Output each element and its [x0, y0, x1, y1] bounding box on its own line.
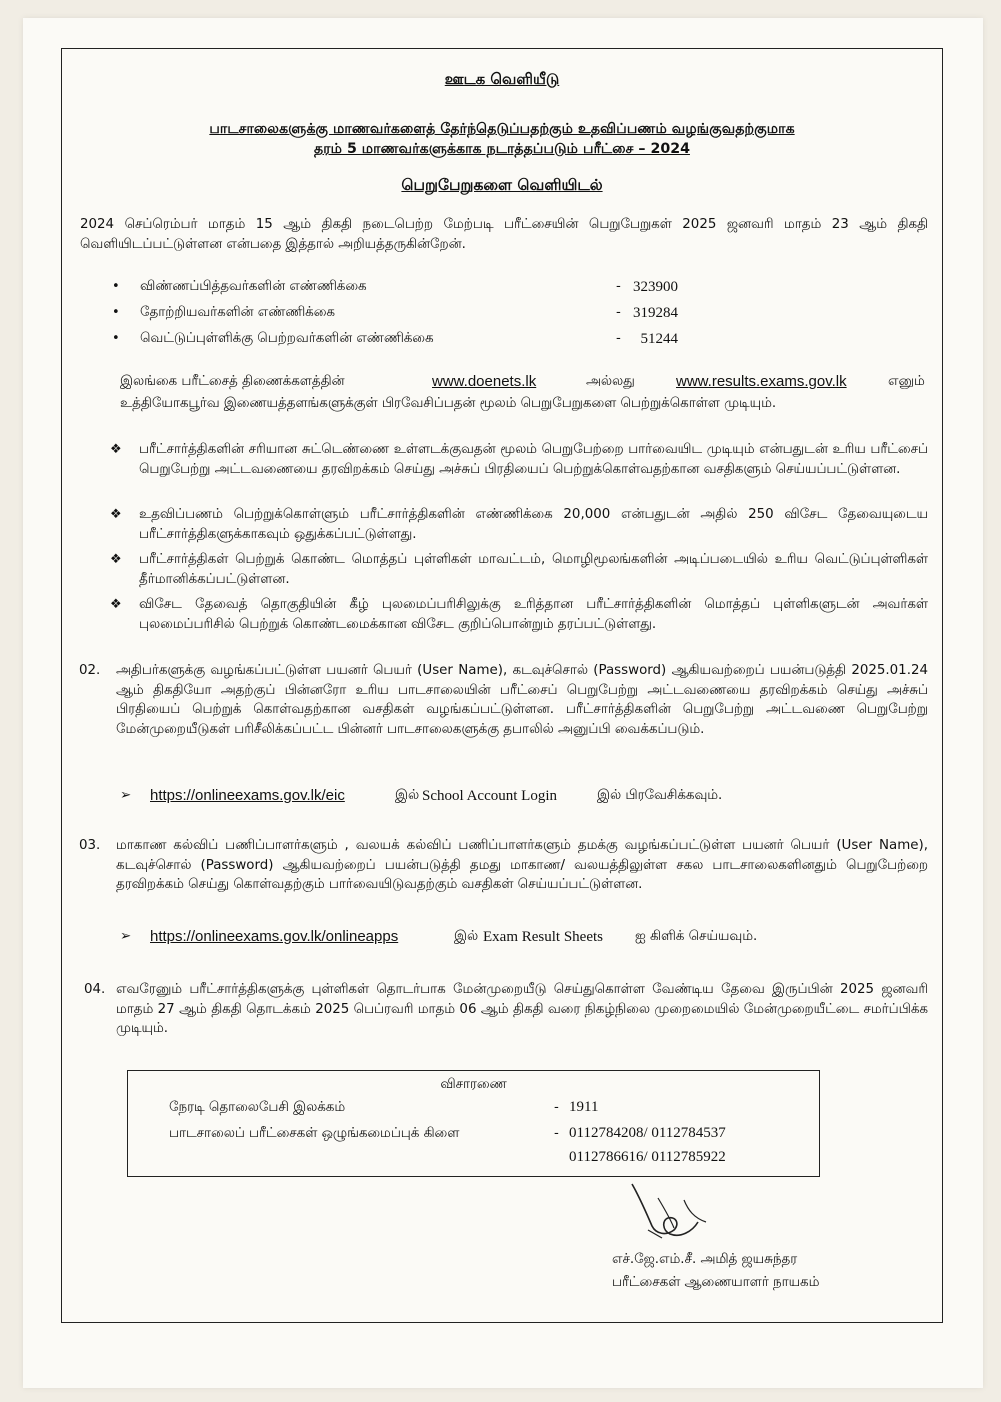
diamond-bullet-icon: ❖	[110, 442, 122, 457]
section-03-number: 03.	[79, 838, 101, 853]
link-onlineapps[interactable]: https://onlineexams.gov.lk/onlineapps	[150, 928, 399, 945]
stat-label-sat: தோற்றியவர்களின் எண்ணிக்கை	[140, 305, 335, 320]
signature-image	[618, 1178, 728, 1242]
diamond-bullet-icon: ❖	[110, 552, 122, 567]
websites-line-2: உத்தியோகபூர்வ இணையத்தளங்களுக்குள் பிரவேசிப்பதன் மூலம் பெறுபேறுகளை பெற்றுக்கொள்ள முடியும்.	[120, 396, 777, 411]
section-02-number: 02.	[79, 663, 101, 678]
websites-pre: இலங்கை பரீட்சைத் திணைக்களத்தின்	[120, 374, 345, 389]
stat-dash: -	[616, 331, 621, 346]
arrow-icon: ➢	[120, 929, 132, 944]
inquiry-branch-phones-2: 0112786616/ 0112785922	[569, 1149, 726, 1165]
section-03-link-line	[120, 927, 820, 949]
signatory-name: எச்.ஜே.எம்.சீ. அமித் ஜயசுந்தர	[612, 1252, 798, 1267]
intro-paragraph: 2024 செப்ரெம்பர் மாதம் 15 ஆம் திகதி நடைபெற்ற மேற்படி பரீட்சையின் பெறுபேறுகள் 2025 ஜனவரி மாதம் 23 ஆம் திகதி வெளியிடப்பட்டுள்ளன என்பதை இத்தால் அறியத்தருகின்றேன்.	[80, 217, 928, 252]
stat-value-cutoff: 51244	[640, 331, 678, 347]
websites-or: அல்லது	[586, 374, 635, 389]
inquiry-row1-label: நேரடி தொலைபேசி இலக்கம்	[169, 1100, 346, 1115]
websites-line	[120, 372, 928, 394]
section-02-link-line	[120, 786, 820, 808]
section-04-number: 04.	[84, 982, 106, 997]
title-line-1: பாடசாலைகளுக்கு மாணவர்களைத் தேர்ந்தெடுப்பதற்கும் உதவிப்பணம் வழங்குவதற்குமாக	[209, 121, 795, 137]
section-02-text: அதிபர்களுக்கு வழங்கப்பட்டுள்ள பயனர் பெயர் (User Name), கடவுச்சொல் (Password) ஆகியவற்றைப் பயன்படுத்தி 2025.01.24 ஆம் திகதியோ அதற்குப் பின்னரோ உரிய பாடசாலையின் பரீட்சைப் பெறுபேற்று அட்டவணையை தரவிறக்கம் செய்து அச்சுப் பிரதியைப் பெற்றுக் கொள்வதற்கான வசதிகள் வழங்கப்பட்டுள்ளன. பரீட்சார்த்திகளின் பெறுபேற்று அட்டவணை பெறுபேற்று மேன்முறையீடுகள் பரிசீலிக்கப்பட்ட பின்னர் பாடசாலைகளுக்கு தபாலில் அனுப்பி வைக்கப்படும்.	[116, 663, 928, 737]
section-02-mid: இல்	[395, 788, 420, 803]
inquiry-branch-phones-1: 0112784208/ 0112784537	[569, 1125, 726, 1141]
section-04-text: எவரேனும் பரீட்சார்த்திகளுக்கு புள்ளிகள் தொடர்பாக மேன்முறையீடு செய்துகொள்ள வேண்டிய தேவை இருப்பின் 2025 ஜனவரி மாதம் 27 ஆம் திகதி தொடக்கம் 2025 பெப்ரவரி மாதம் 06 ஆம் திகதி வரை நிகழ்நிலை முறைமையில் மேன்முறையீட்டை சமர்ப்பிக்க முடியும்.	[116, 982, 928, 1036]
signatory-title: பரீட்சைகள் ஆணையாளர் நாயகம்	[612, 1275, 820, 1290]
stat-value-applicants: 323900	[633, 279, 678, 295]
school-account-login: School Account Login	[422, 788, 557, 804]
bullet-icon: •	[112, 331, 120, 346]
stat-dash: -	[616, 279, 621, 294]
bullet-icon: •	[112, 279, 120, 294]
point-item: விசேட தேவைத் தொகுதியின் கீழ் புலமைப்பரிசிலுக்கு உரித்தான பரீட்சார்த்திகளின் மொத்தப் புள்ளிகளுடன் அவர்கள் புலமைப்பரிசில் பெற்றுக் கொண்டமைக்கான விசேட குறிப்பொன்றும் தரப்பட்டுள்ளது.	[139, 597, 928, 632]
websites-post: எனும்	[888, 374, 925, 389]
point-item: உதவிப்பணம் பெற்றுக்கொள்ளும் பரீட்சார்த்திகளின் எண்ணிக்கை 20,000 என்பதுடன் அதில் 250 விசேட தேவையுடைய பரீட்சார்த்திகளுக்காகவும் ஒதுக்கப்பட்டுள்ளது.	[139, 507, 928, 542]
inquiry-dash: -	[554, 1126, 559, 1141]
bullet-icon: •	[112, 305, 120, 320]
link-eic[interactable]: https://onlineexams.gov.lk/eic	[150, 787, 345, 804]
diamond-bullet-icon: ❖	[110, 597, 122, 612]
point-item: பரீட்சார்த்திகள் பெற்றுக் கொண்ட மொத்தப் புள்ளிகள் மாவட்டம், மொழிமூலங்களின் அடிப்படையில் உரிய வெட்டுப்புள்ளிகள் தீர்மானிக்கப்பட்டுள்ளன.	[139, 552, 928, 587]
inquiry-hotline: 1911	[569, 1099, 599, 1115]
section-03-text: மாகாண கல்விப் பணிப்பாளர்களும் , வலயக் கல்விப் பணிப்பாளர்களும் தமக்கு வழங்கப்பட்டுள்ள பயனர் பெயர் (User Name), கடவுச்சொல் (Password) ஆகியவற்றைப் பயன்படுத்தி தமது மாகாண/ வலயத்திலுள்ள சகல பாடசாலைகளினதும் பெறுபேற்றை தரவிறக்கம் செய்து கொள்வதற்கும் பார்வையிடுவதற்கும் வசதிகள் செய்யப்பட்டுள்ளன.	[116, 838, 928, 892]
inquiry-dash: -	[554, 1100, 559, 1115]
stat-dash: -	[616, 305, 621, 320]
diamond-bullet-icon: ❖	[110, 507, 122, 522]
press-release-label: ஊடக வெளியீடு	[444, 70, 560, 88]
section-02-end: இல் பிரவேசிக்கவும்.	[597, 788, 723, 803]
link-doenets[interactable]: www.doenets.lk	[432, 373, 537, 390]
link-results-exams[interactable]: www.results.exams.gov.lk	[676, 373, 847, 390]
stat-label-applicants: விண்ணப்பித்தவர்களின் எண்ணிக்கை	[140, 279, 367, 294]
section-03-end: ஐ கிளிக் செய்யவும்.	[635, 929, 758, 944]
exam-result-sheets: Exam Result Sheets	[483, 929, 603, 945]
arrow-icon: ➢	[120, 788, 132, 803]
stat-label-cutoff: வெட்டுப்புள்ளிக்கு பெற்றவர்களின் எண்ணிக்கை	[140, 331, 434, 346]
section-03-mid: இல்	[454, 929, 479, 944]
title-line-2: தரம் 5 மாணவர்களுக்காக நடாத்தப்படும் பரீட்சை – 2024	[314, 141, 690, 157]
stat-value-sat: 319284	[633, 305, 678, 321]
inquiry-heading: விசாரணை	[440, 1077, 507, 1092]
inquiry-row2-label: பாடசாலைப் பரீட்சைகள் ஒழுங்கமைப்புக் கிளை	[169, 1126, 460, 1141]
page-subtitle: பெறுபேறுகளை வெளியிடல்	[401, 176, 603, 194]
point-item: பரீட்சார்த்திகளின் சரியான சுட்டெண்ணை உள்ளடக்குவதன் மூலம் பெறுபேற்றை பார்வையிட முடியும் என்பதுடன் உரிய பரீட்சைப் பெறுபேற்று அட்டவணையை தரவிறக்கம் செய்து அச்சுப் பிரதியைப் பெற்றுக்கொள்வதற்கான வசதிகளும் செய்யப்பட்டுள்ளன.	[139, 442, 928, 477]
